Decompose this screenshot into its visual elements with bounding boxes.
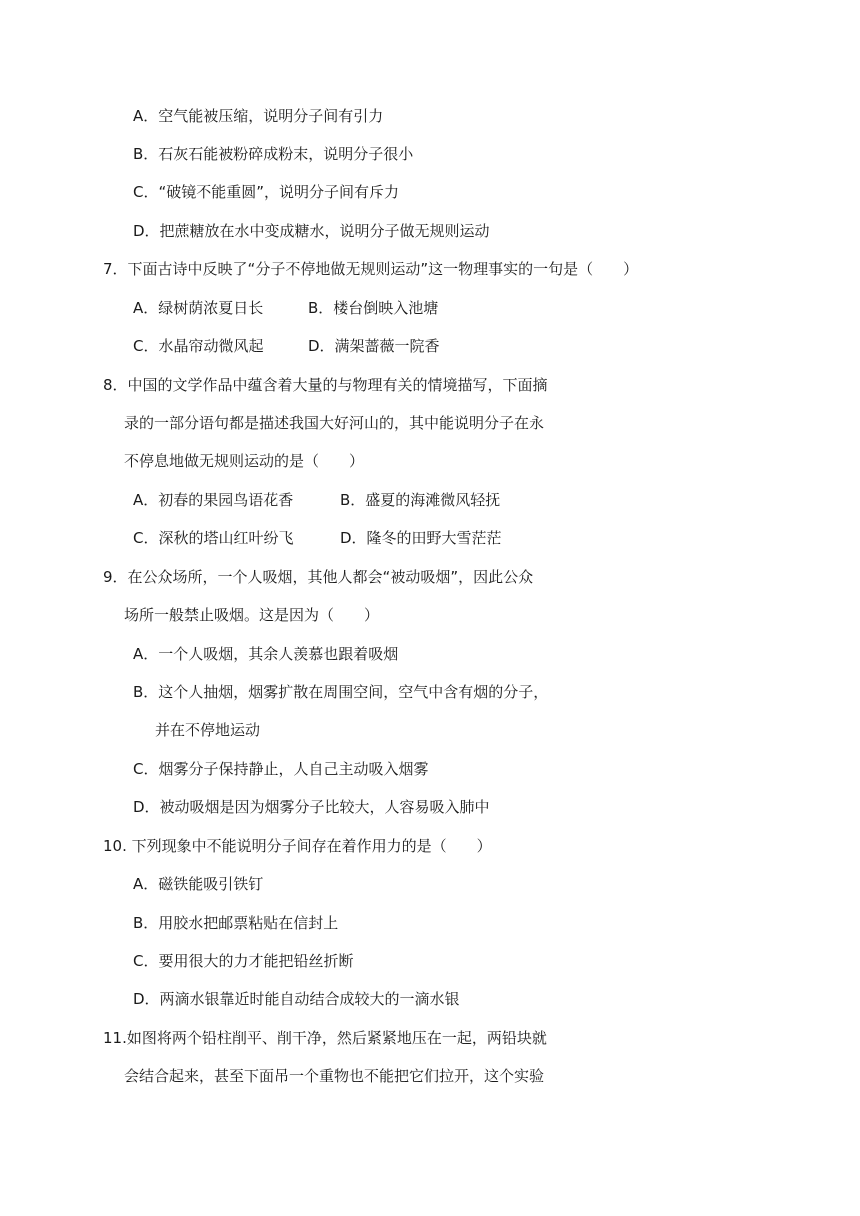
q8-stem-line-1: 8．中国的文学作品中蕴含着大量的与物理有关的情境描写，下面摘 xyxy=(103,376,548,394)
q10-option-d: D．两滴水银靠近时能自动结合成较大的一滴水银 xyxy=(133,990,460,1008)
q9-stem-line-1: 9．在公众场所，一个人吸烟，其他人都会“被动吸烟”，因此公众 xyxy=(103,568,534,586)
q8-stem-line-3: 不停息地做无规则运动的是（ ） xyxy=(124,452,365,470)
q9-option-b: B．这个人抽烟，烟雾扩散在周围空间，空气中含有烟的分子， xyxy=(133,683,549,701)
q11-stem-line-1: 11.如图将两个铅柱削平、削干净，然后紧紧地压在一起，两铅块就 xyxy=(103,1029,547,1047)
q9-option-c: C．烟雾分子保持静止，人自己主动吸入烟雾 xyxy=(133,760,429,778)
q8-option-a: A．初春的果园鸟语花香 xyxy=(133,491,294,509)
q7-option-c: C．水晶帘动微风起 xyxy=(133,337,264,355)
q6-option-c: C．“破镜不能重圆”，说明分子间有斥力 xyxy=(133,183,400,201)
q8-option-c: C．深秋的塔山红叶纷飞 xyxy=(133,529,294,547)
q6-option-d: D．把蔗糖放在水中变成糖水，说明分子做无规则运动 xyxy=(133,222,490,240)
q10-option-a: A．磁铁能吸引铁钉 xyxy=(133,875,264,893)
q8-option-d: D．隆冬的田野大雪茫茫 xyxy=(340,529,502,547)
q8-option-b: B．盛夏的海滩微风轻抚 xyxy=(340,491,501,509)
q6-option-b: B．石灰石能被粉碎成粉末，说明分子很小 xyxy=(133,145,414,163)
q8-stem-line-2: 录的一部分语句都是描述我国大好河山的，其中能说明分子在永 xyxy=(124,414,545,432)
q10-stem: 10. 下列现象中不能说明分子间存在着作用力的是（ ） xyxy=(103,837,492,855)
q9-option-a: A．一个人吸烟，其余人羡慕也跟着吸烟 xyxy=(133,645,399,663)
q7-option-b: B．楼台倒映入池塘 xyxy=(308,299,439,317)
q9-option-b-continued: 并在不停地运动 xyxy=(155,721,261,739)
q7-option-d: D．满架蔷薇一院香 xyxy=(308,337,440,355)
q9-stem-line-2: 场所一般禁止吸烟。这是因为（ ） xyxy=(124,606,380,624)
q10-option-b: B．用胶水把邮票粘贴在信封上 xyxy=(133,914,339,932)
q6-option-a: A．空气能被压缩，说明分子间有引力 xyxy=(133,107,384,125)
q7-stem: 7．下面古诗中反映了“分子不停地做无规则运动”这一物理事实的一句是（ ） xyxy=(103,260,639,278)
q7-option-a: A．绿树荫浓夏日长 xyxy=(133,299,264,317)
q9-option-d: D．被动吸烟是因为烟雾分子比较大，人容易吸入肺中 xyxy=(133,798,490,816)
q10-option-c: C．要用很大的力才能把铅丝折断 xyxy=(133,952,354,970)
q11-stem-line-2: 会结合起来，甚至下面吊一个重物也不能把它们拉开，这个实验 xyxy=(124,1067,545,1085)
